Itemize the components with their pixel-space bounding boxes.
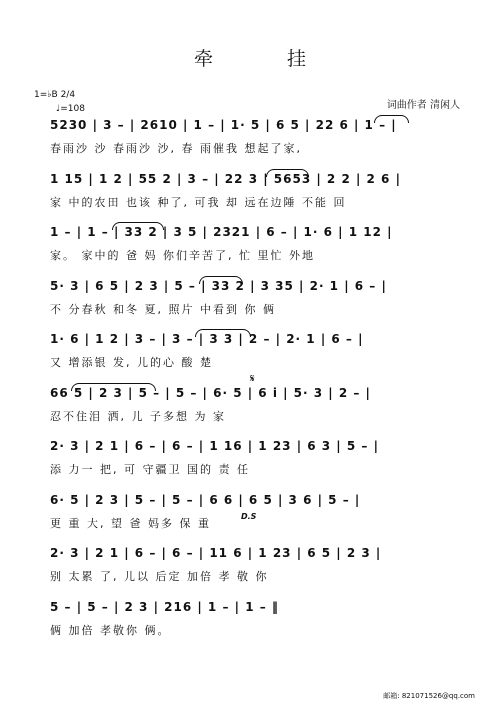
score-system [50,546,465,596]
tie-arc [112,222,164,230]
tie-arc [71,383,156,391]
score-system [50,225,465,275]
lyrics-line: 更 重 大, 望 爸 妈多 保 重 [50,516,211,530]
lyrics-line: 添 力一 把, 可 守疆卫 国的 责 任 [50,463,250,476]
footer-email: 邮箱: 821071526@qq.com [383,692,475,700]
score-system [50,172,465,222]
credits: 词曲作者 清闲人 [386,100,460,111]
score-system [50,118,465,168]
score-system [50,386,465,436]
score-system [50,493,465,543]
notes-line: 6· 5 | 2 3 | 5 – | 5 – | 6 6 | 6 5 | 3 6 | 5 – | [50,492,361,507]
notes-line: 66 5 | 2 3 | 5 – | 5 – | 6· 5 | 6 i | 5· 3 | 2 – | [50,385,371,400]
lyrics-line: 又 增添银 发, 儿的心 酸 楚 [50,356,213,369]
lyrics-line: 俩 加倍 孝敬你 俩。 [50,623,171,637]
notes-line: 5230 | 3 – | 2610 | 1 – | 1· 5 | 6 5 | 22 6 | 1 – | [50,118,397,132]
lyrics-line: 家 中的农田 也该 种了, 可我 却 远在边陲 不能 回 [50,195,347,209]
tie-arc [266,169,310,177]
key-time-signature [34,90,75,101]
score-system [50,279,465,329]
notes-line: 1 – | 1 – | 33 2 | 3 5 | 2321 | 6 – | 1· 6 | 1 12 | [50,225,393,239]
lyrics-line: 不 分春秋 和冬 夏, 照片 中看到 你 俩 [50,302,276,316]
lyrics-line: 忍不住泪 洒, 儿 子多想 为 家 [50,409,226,423]
notes-line: 5· 3 | 6 5 | 2 3 | 5 – | 33 2 | 3 35 | 2· 1 | 6 – | [50,278,387,293]
score-system [50,439,465,489]
score-system [50,332,465,382]
tie-arc [195,329,251,337]
notes-line: 2· 3 | 2 1 | 6 – | 6 – | 1 16 | 1 23 | 6 3 | 5 – | [50,439,379,453]
tie-arc [374,115,409,123]
tie-arc [199,276,243,284]
tempo-marking: ♩=108 [56,104,85,114]
notes-line: 2· 3 | 2 1 | 6 – | 6 – | 11 6 | 1 23 | 6 5 | 2 3 | [50,546,382,560]
notes-line: 1· 6 | 1 2 | 3 – | 3 – | 3 3 | 2 – | 2· 1 | 6 – | [50,332,364,346]
lyrics-line: 家。 家中的 爸 妈 你们辛苦了, 忙 里忙 外地 [50,249,315,262]
song-title: 牵 挂 [193,48,341,70]
key-signature: 1=♭B [34,90,58,100]
notes-line: 1 15 | 1 2 | 55 2 | 3 – | 22 3 | 5653 | 2 2 | 2 6 | [50,171,401,186]
ds-marking: D.S [241,512,257,521]
time-signature: 2/4 [60,90,76,100]
lyrics-line: 春雨沙 沙 春雨沙 沙, 春 雨催我 想起了家, [50,142,302,155]
segno-icon: 𝄋 [250,372,255,385]
score-system [50,600,465,650]
notes-line: 5 – | 5 – | 2 3 | 216 | 1 – | 1 – ‖ [50,599,279,614]
lyrics-line: 别 太累 了, 儿以 后定 加倍 孝 敬 你 [50,570,269,583]
